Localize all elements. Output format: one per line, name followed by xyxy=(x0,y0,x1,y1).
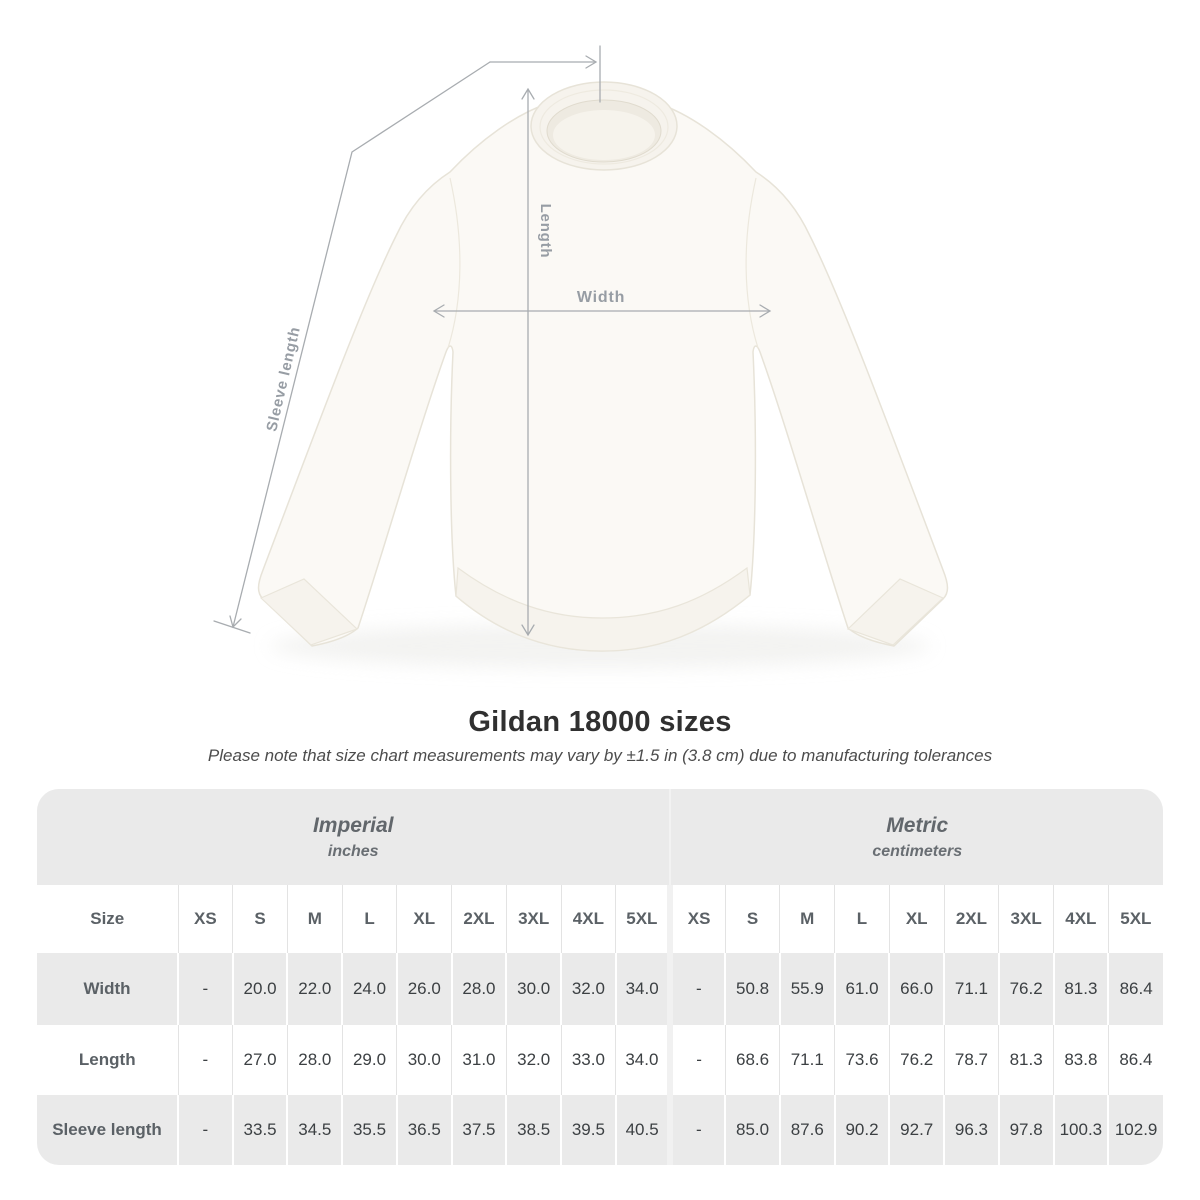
width-imperial-xl: 26.0 xyxy=(397,953,452,1025)
imperial-group-header xyxy=(37,789,670,885)
sleeve-imperial-2xl: 37.5 xyxy=(452,1095,507,1165)
sleeve-metric-5xl: 102.9 xyxy=(1108,1095,1163,1165)
width-imperial-xs: - xyxy=(178,953,233,1025)
sleeve-imperial-3xl: 38.5 xyxy=(506,1095,561,1165)
sweatshirt-body xyxy=(259,90,948,652)
width-metric-2xl: 71.1 xyxy=(944,953,999,1025)
metric-group-header xyxy=(670,789,1163,885)
size-header-metric-5xl: 5XL xyxy=(1108,885,1163,953)
size-column-header: Size xyxy=(37,885,178,953)
size-header-metric-m: M xyxy=(780,885,835,953)
length-imperial-2xl: 31.0 xyxy=(452,1025,507,1095)
size-header-metric-4xl: 4XL xyxy=(1054,885,1109,953)
unit-group-row xyxy=(37,789,1163,885)
length-imperial-3xl: 32.0 xyxy=(506,1025,561,1095)
sleeve-metric-4xl: 100.3 xyxy=(1054,1095,1109,1165)
length-metric-3xl: 81.3 xyxy=(999,1025,1054,1095)
sleeve-metric-xl: 92.7 xyxy=(889,1095,944,1165)
length-imperial-4xl: 33.0 xyxy=(561,1025,616,1095)
size-header-metric-2xl: 2XL xyxy=(944,885,999,953)
sleeve-metric-3xl: 97.8 xyxy=(999,1095,1054,1165)
sleeve-imperial-l: 35.5 xyxy=(342,1095,397,1165)
size-header-imperial-4xl: 4XL xyxy=(561,885,616,953)
length-imperial-5xl: 34.0 xyxy=(616,1025,671,1095)
tolerance-note: Please note that size chart measurements may vary by ±1.5 in (3.8 cm) due to manufacturing tolerances xyxy=(207,746,993,765)
size-header-row xyxy=(37,885,1163,953)
width-metric-xs: - xyxy=(670,953,725,1025)
sleeve-metric-2xl: 96.3 xyxy=(944,1095,999,1165)
size-header-imperial-m: M xyxy=(287,885,342,953)
sleeve-metric-l: 90.2 xyxy=(835,1095,890,1165)
width-metric-4xl: 81.3 xyxy=(1054,953,1109,1025)
size-table-container xyxy=(37,789,1163,1165)
length-imperial-xs: - xyxy=(178,1025,233,1095)
length-metric-2xl: 78.7 xyxy=(944,1025,999,1095)
length-metric-xl: 76.2 xyxy=(889,1025,944,1095)
width-imperial-5xl: 34.0 xyxy=(616,953,671,1025)
sleeve-length-label: Sleeve length xyxy=(263,324,304,434)
metric-label: Metric xyxy=(886,814,949,838)
imperial-unit: inches xyxy=(327,842,379,860)
width-imperial-l: 24.0 xyxy=(342,953,397,1025)
size-header-imperial-xl: XL xyxy=(397,885,452,953)
width-imperial-2xl: 28.0 xyxy=(452,953,507,1025)
width-imperial-3xl: 30.0 xyxy=(506,953,561,1025)
size-header-imperial-2xl: 2XL xyxy=(452,885,507,953)
width-row xyxy=(37,953,1163,1025)
size-header-metric-s: S xyxy=(725,885,780,953)
row-label-sleeve-length: Sleeve length xyxy=(37,1095,178,1165)
length-label: Length xyxy=(537,203,554,259)
sleeve-imperial-xl: 36.5 xyxy=(397,1095,452,1165)
length-imperial-s: 27.0 xyxy=(233,1025,288,1095)
sleeve-imperial-s: 33.5 xyxy=(233,1095,288,1165)
length-metric-m: 71.1 xyxy=(780,1025,835,1095)
length-metric-s: 68.6 xyxy=(725,1025,780,1095)
width-metric-l: 61.0 xyxy=(835,953,890,1025)
sleeve-metric-s: 85.0 xyxy=(725,1095,780,1165)
page-title: Gildan 18000 sizes xyxy=(468,706,732,738)
length-metric-l: 73.6 xyxy=(835,1025,890,1095)
size-table xyxy=(37,789,1163,1165)
size-header-imperial-3xl: 3XL xyxy=(506,885,561,953)
size-header-metric-l: L xyxy=(835,885,890,953)
width-metric-m: 55.9 xyxy=(780,953,835,1025)
size-header-metric-xl: XL xyxy=(889,885,944,953)
sleeve-metric-m: 87.6 xyxy=(780,1095,835,1165)
length-row xyxy=(37,1025,1163,1095)
width-metric-5xl: 86.4 xyxy=(1108,953,1163,1025)
sleeve-imperial-5xl: 40.5 xyxy=(616,1095,671,1165)
size-header-metric-3xl: 3XL xyxy=(999,885,1054,953)
width-label: Width xyxy=(576,289,626,306)
size-header-metric-xs: XS xyxy=(670,885,725,953)
metric-unit: centimeters xyxy=(872,842,963,860)
imperial-label: Imperial xyxy=(312,814,394,838)
sleeve-imperial-xs: - xyxy=(178,1095,233,1165)
width-metric-s: 50.8 xyxy=(725,953,780,1025)
size-header-imperial-s: S xyxy=(233,885,288,953)
width-metric-xl: 66.0 xyxy=(889,953,944,1025)
row-label-length: Length xyxy=(37,1025,178,1095)
length-imperial-xl: 30.0 xyxy=(397,1025,452,1095)
sleeve-length-row xyxy=(37,1095,1163,1165)
length-metric-4xl: 83.8 xyxy=(1054,1025,1109,1095)
sleeve-imperial-4xl: 39.5 xyxy=(561,1095,616,1165)
back-neck-fabric xyxy=(553,110,655,160)
size-header-imperial-5xl: 5XL xyxy=(616,885,671,953)
size-header-imperial-l: L xyxy=(342,885,397,953)
sleeve-metric-xs: - xyxy=(670,1095,725,1165)
length-imperial-m: 28.0 xyxy=(287,1025,342,1095)
sleeve-imperial-m: 34.5 xyxy=(287,1095,342,1165)
length-imperial-l: 29.0 xyxy=(342,1025,397,1095)
length-metric-xs: - xyxy=(670,1025,725,1095)
length-metric-5xl: 86.4 xyxy=(1108,1025,1163,1095)
width-imperial-4xl: 32.0 xyxy=(561,953,616,1025)
size-header-imperial-xs: XS xyxy=(178,885,233,953)
width-metric-3xl: 76.2 xyxy=(999,953,1054,1025)
width-imperial-s: 20.0 xyxy=(233,953,288,1025)
width-imperial-m: 22.0 xyxy=(287,953,342,1025)
row-label-width: Width xyxy=(37,953,178,1025)
